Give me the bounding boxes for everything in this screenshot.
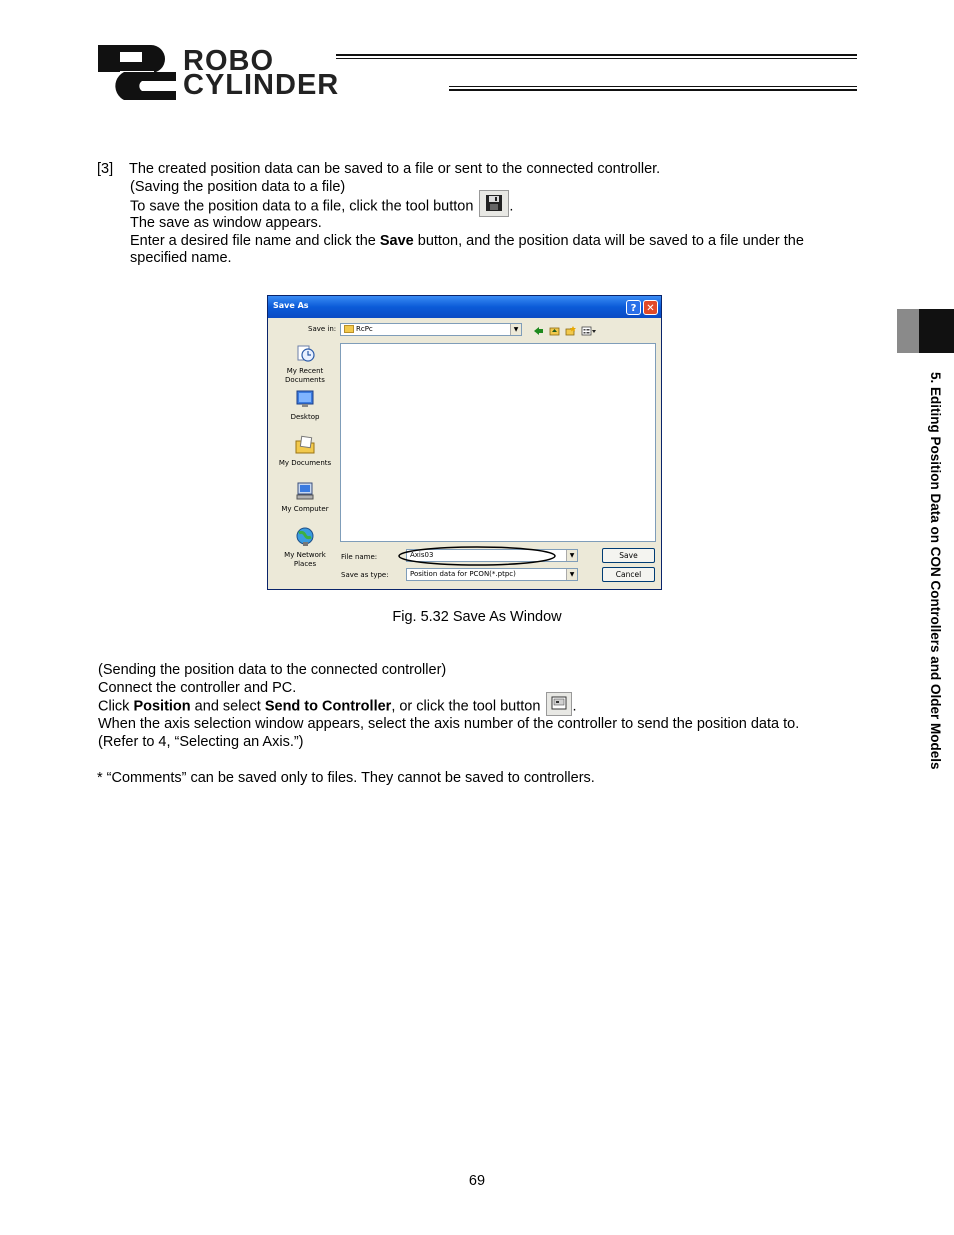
- save-as-dialog: [267, 295, 662, 590]
- desktop-icon: [294, 389, 316, 409]
- save-description-b: button, and the position data will be saved to a file under the: [413, 233, 804, 249]
- save-button[interactable]: Save: [602, 548, 655, 563]
- send-line2-c: , or click the tool button: [391, 698, 541, 715]
- place-my-documents[interactable]: [273, 435, 337, 468]
- save-tool-button-icon: [479, 190, 509, 217]
- send-line2-end: .: [572, 698, 577, 715]
- highlight-ellipse: [397, 545, 557, 567]
- recent-documents-icon: [294, 343, 316, 363]
- file-name-value: Axis03: [410, 551, 434, 559]
- send-line2-b: and select: [190, 698, 265, 715]
- chapter-tab-dark: [919, 309, 954, 353]
- place-recent[interactable]: [273, 343, 337, 385]
- send-heading: (Sending the position data to the connected controller): [98, 662, 447, 678]
- send-line4: (Refer to 4, “Selecting an Axis.”): [98, 734, 304, 750]
- logo-text-cylinder: CYLINDER: [183, 69, 340, 101]
- header-rule-top-thick: [336, 54, 857, 56]
- place-network-label2: Places: [293, 560, 317, 568]
- send-line1: Connect the controller and PC.: [98, 680, 297, 696]
- header-rule-bottom-thick: [449, 89, 857, 91]
- page-number: 69: [468, 1173, 486, 1189]
- view-menu-icon[interactable]: [581, 326, 597, 336]
- save-in-dropdown[interactable]: [340, 323, 522, 336]
- chevron-down-icon[interactable]: ▼: [566, 569, 577, 580]
- save-description-end: specified name.: [130, 250, 232, 266]
- send-to-controller-tool-icon: [546, 692, 572, 716]
- send-line2-position: Position: [133, 698, 191, 715]
- send-line2-a: Click: [98, 698, 134, 715]
- save-in-label: Save in:: [308, 325, 337, 333]
- file-list[interactable]: [340, 343, 656, 542]
- chevron-down-icon[interactable]: ▼: [510, 324, 521, 335]
- save-instruction-end: .: [509, 198, 514, 215]
- send-line2: [98, 697, 576, 716]
- place-my-computer[interactable]: [273, 481, 337, 514]
- file-name-label: File name:: [341, 553, 378, 561]
- save-description-line: [130, 232, 804, 250]
- chapter-tab-grey: [897, 309, 919, 353]
- step-marker: [3]: [97, 161, 114, 177]
- save-description-bold: Save: [379, 233, 414, 249]
- place-desktop-label: Desktop: [290, 413, 320, 421]
- place-recent-label2: Documents: [285, 376, 325, 384]
- help-button[interactable]: ?: [626, 300, 641, 315]
- place-desktop[interactable]: [273, 389, 337, 422]
- back-arrow-icon[interactable]: [533, 326, 544, 336]
- step-intro: The created position data can be saved to a file or sent to the connected controller.: [129, 161, 661, 177]
- place-my-computer-label: My Computer: [281, 505, 329, 513]
- save-description-a: Enter a desired file name and click the: [130, 233, 380, 249]
- save-type-value: Position data for PCON(*.ptpc): [410, 570, 516, 578]
- dialog-title-bar: [268, 296, 661, 318]
- my-computer-icon: [294, 481, 316, 501]
- places-bar: [273, 338, 337, 578]
- logo-text-robo: ROBO: [183, 45, 274, 77]
- place-recent-label1: My Recent: [286, 367, 324, 375]
- place-my-documents-label: My Documents: [278, 459, 332, 467]
- save-type-label: Save as type:: [341, 571, 389, 579]
- my-documents-icon: [294, 435, 316, 455]
- chapter-side-title: 5. Editing Position Data on CON Controllers and Older Models: [928, 372, 943, 770]
- network-places-icon: [294, 527, 316, 547]
- chevron-down-icon[interactable]: ▼: [566, 550, 577, 561]
- save-instruction-text: To save the position data to a file, click the tool button: [130, 198, 474, 215]
- save-heading: (Saving the position data to a file): [130, 179, 346, 195]
- place-network[interactable]: [273, 527, 337, 569]
- send-line3: When the axis selection window appears, select the axis number of the controller to send the position data to.: [98, 716, 800, 732]
- robo-cylinder-logo: [96, 44, 178, 100]
- place-network-label1: My Network: [284, 551, 326, 559]
- new-folder-icon[interactable]: [565, 326, 576, 336]
- save-window-appears: The save as window appears.: [130, 215, 322, 231]
- close-button[interactable]: ✕: [643, 300, 658, 315]
- cancel-button[interactable]: Cancel: [602, 567, 655, 582]
- comments-note: * “Comments” can be saved only to files. They cannot be saved to controllers.: [97, 770, 595, 786]
- header-rule-top-thin: [336, 58, 857, 59]
- header-rule-bottom-thin: [449, 86, 857, 87]
- up-folder-icon[interactable]: [549, 326, 560, 336]
- save-type-dropdown[interactable]: [406, 568, 578, 581]
- figure-caption: Fig. 5.32 Save As Window: [392, 609, 562, 625]
- dialog-title: Save As: [273, 301, 309, 310]
- send-line2-send-to-controller: Send to Controller: [264, 698, 392, 715]
- save-in-value: RcPc: [356, 325, 373, 333]
- folder-icon: [344, 325, 354, 333]
